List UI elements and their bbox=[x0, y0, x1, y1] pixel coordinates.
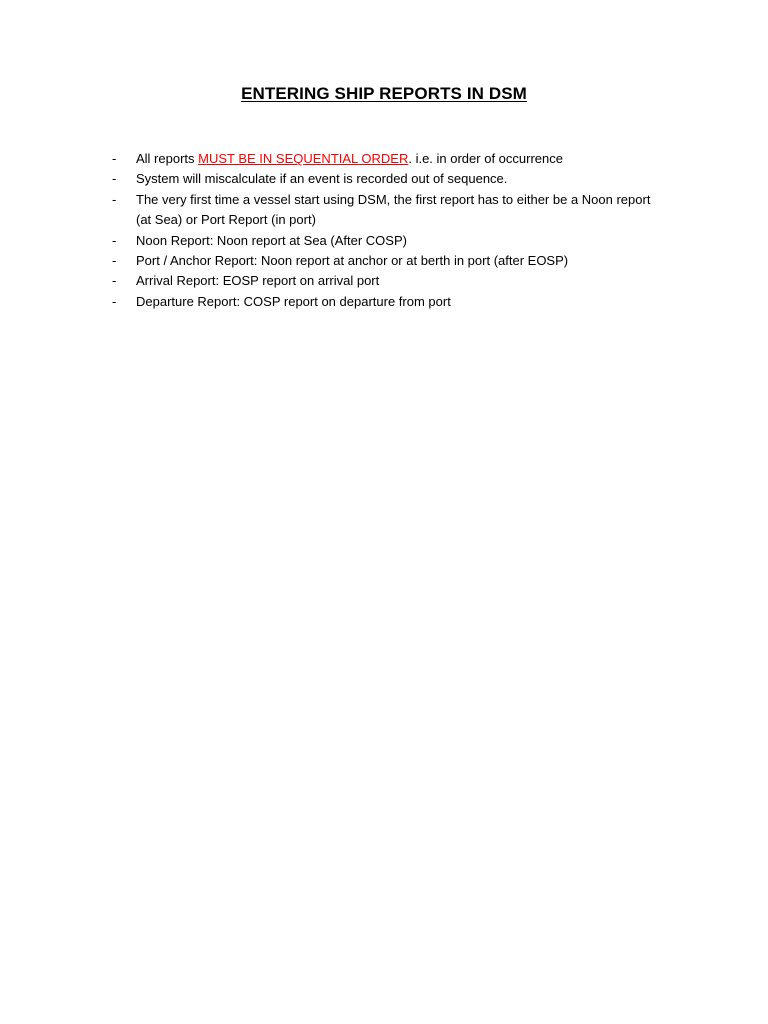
bullet-list bbox=[112, 149, 657, 312]
list-item-text: Noon Report: Noon report at Sea (After COSP) bbox=[136, 232, 407, 248]
list-item bbox=[112, 251, 657, 271]
list-item-text: System will miscalculate if an event is recorded out of sequence. bbox=[136, 171, 508, 187]
list-item bbox=[112, 149, 657, 169]
bullet-dash: - bbox=[112, 171, 117, 187]
list-item bbox=[112, 190, 657, 231]
bullet-dash: - bbox=[112, 151, 117, 166]
list-item bbox=[112, 271, 657, 291]
list-item bbox=[112, 169, 657, 189]
bullet-dash: - bbox=[112, 191, 117, 207]
list-item-text: Arrival Report: EOSP report on arrival port bbox=[136, 273, 380, 289]
list-item-text-end: . i.e. in order of occurrence bbox=[408, 151, 563, 166]
list-item-text: Port / Anchor Report: Noon report at anchor or at berth in port (after EOSP) bbox=[136, 253, 569, 269]
list-item-text-start: All reports bbox=[136, 151, 199, 166]
bullet-dash: - bbox=[112, 253, 117, 269]
list-item-text: The very first time a vessel start using DSM, the first report has to either be a Noon report (at Sea) or Port Report (in port) bbox=[136, 191, 651, 228]
bullet-dash: - bbox=[112, 232, 117, 248]
bullet-dash: - bbox=[112, 273, 117, 289]
bullet-dash: - bbox=[112, 293, 117, 309]
emphasis-text: MUST BE IN SEQUENTIAL ORDER bbox=[198, 151, 409, 166]
list-item bbox=[112, 231, 657, 251]
list-item-text: Departure Report: COSP report on departure from port bbox=[136, 293, 451, 309]
list-item bbox=[112, 292, 657, 312]
page-title: ENTERING SHIP REPORTS IN DSM bbox=[241, 84, 527, 103]
